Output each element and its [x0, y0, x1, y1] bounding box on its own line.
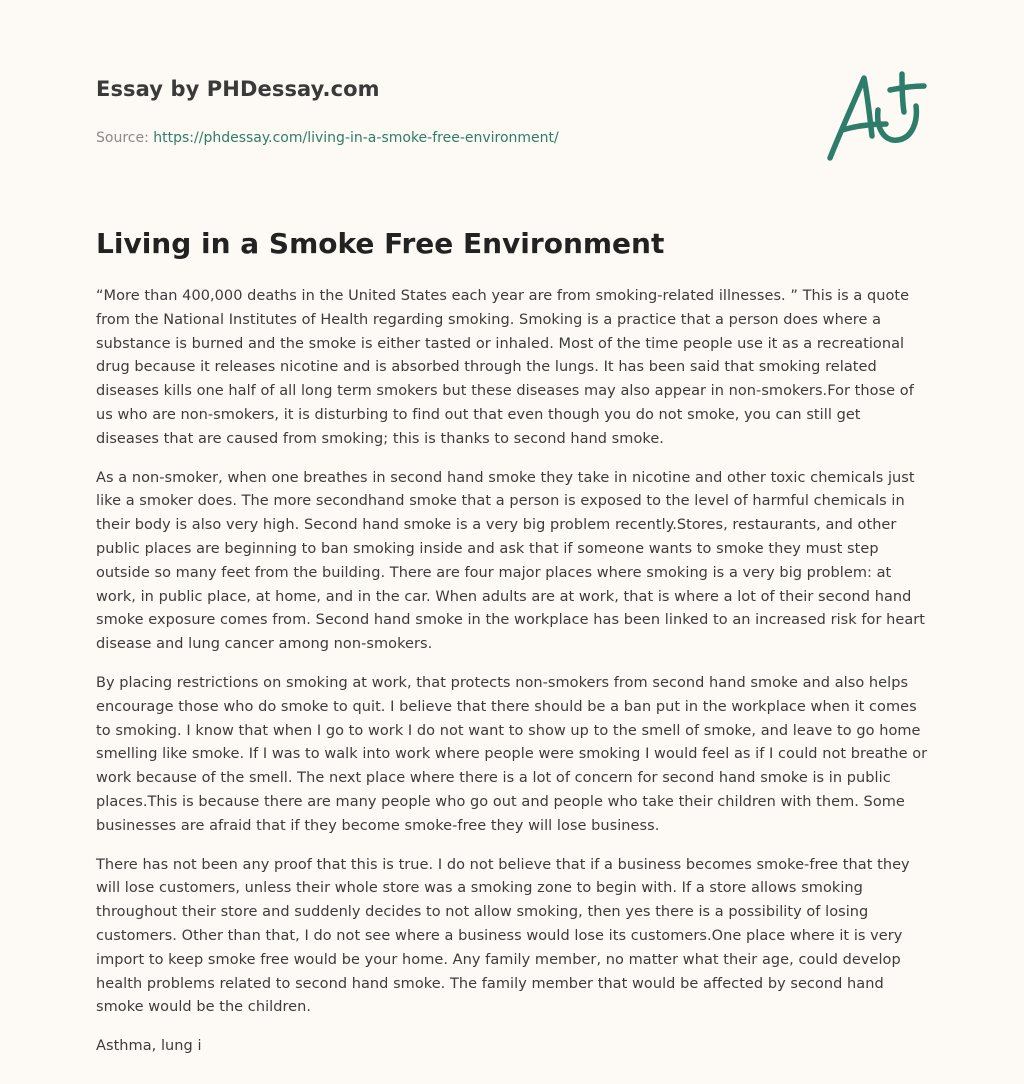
- essay-paragraph: “More than 400,000 deaths in the United States each year are from smoking-related illnesses. ” This is a quote from the National Institutes of Health regarding smoking. Smoking is a practice that a person does where a substance is burned and the smoke is either tasted or inhaled. Most of the time people use it as a recreational drug because it releases nicotine and is absorbed through the lungs. It has been said that smoking related diseases kills one half of all long term smokers but these diseases may also appear in non-smokers.For those of us who are non-smokers, it is disturbing to find out that even though you do not smoke, you can still get diseases that are caused from smoking; this is thanks to second hand smoke.: [96, 288, 914, 447]
- essay-title: Living in a Smoke Free Environment: [96, 227, 665, 260]
- a-plus-logo-icon: [820, 66, 930, 166]
- source-line: [96, 128, 796, 148]
- source-label: Source:: [96, 130, 149, 146]
- essay-paragraph: By placing restrictions on smoking at work, that protects non-smokers from second hand smoke and also helps encourage those who do smoke to quit. I believe that there should be a ban put in the workplace when it comes to smoking. I know that when I go to work I do not want to show up to the smell of smoke, and leave to go home smelling like smoke. If I was to walk into work where people were smoking I would feel as if I could not breathe or work because of the smell. The next place where there is a lot of concern for second hand smoke is in public places.This is because there are many people who go out and people who take their children with them. Some businesses are afraid that if they become smoke-free they will lose business.: [96, 674, 928, 834]
- essay-paragraph-truncated: Asthma, lung i: [96, 1038, 202, 1055]
- source-link[interactable]: https://phdessay.com/living-in-a-smoke-free-environment/: [153, 130, 559, 146]
- site-brand: Essay by PHDessay.com: [96, 77, 380, 101]
- page-header: [96, 74, 796, 148]
- essay-paragraph: There has not been any proof that this is true. I do not believe that if a business becomes smoke-free that they will lose customers, unless their whole store was a smoking zone to begin with. If a store allows smoking throughout their store and suddenly decides to not allow smoking, then yes there is a possibility of losing customers. Other than that, I do not see where a business would lose its customers.One place where it is very import to keep smoke free would be your home. Any family member, no matter what their age, could develop health problems related to second hand smoke. The family member that would be affected by second hand smoke would be the children.: [96, 856, 910, 1016]
- essay-body: [96, 285, 928, 1074]
- essay-paragraph: As a non-smoker, when one breathes in second hand smoke they take in nicotine and other toxic chemicals just like a smoker does. The more secondhand smoke that a person is exposed to the level of harmful chemicals in their body is also very high. Second hand smoke is a very big problem recently.Stores, restaurants, and other public places are beginning to ban smoking inside and ask that if someone wants to smoke they must step outside so many feet from the building. There are four major places where smoking is a very big problem: at work, in public place, at home, and in the car. When adults are at work, that is where a lot of their second hand smoke exposure comes from. Second hand smoke in the workplace has been linked to an increased risk for heart disease and lung cancer among non-smokers.: [96, 469, 926, 653]
